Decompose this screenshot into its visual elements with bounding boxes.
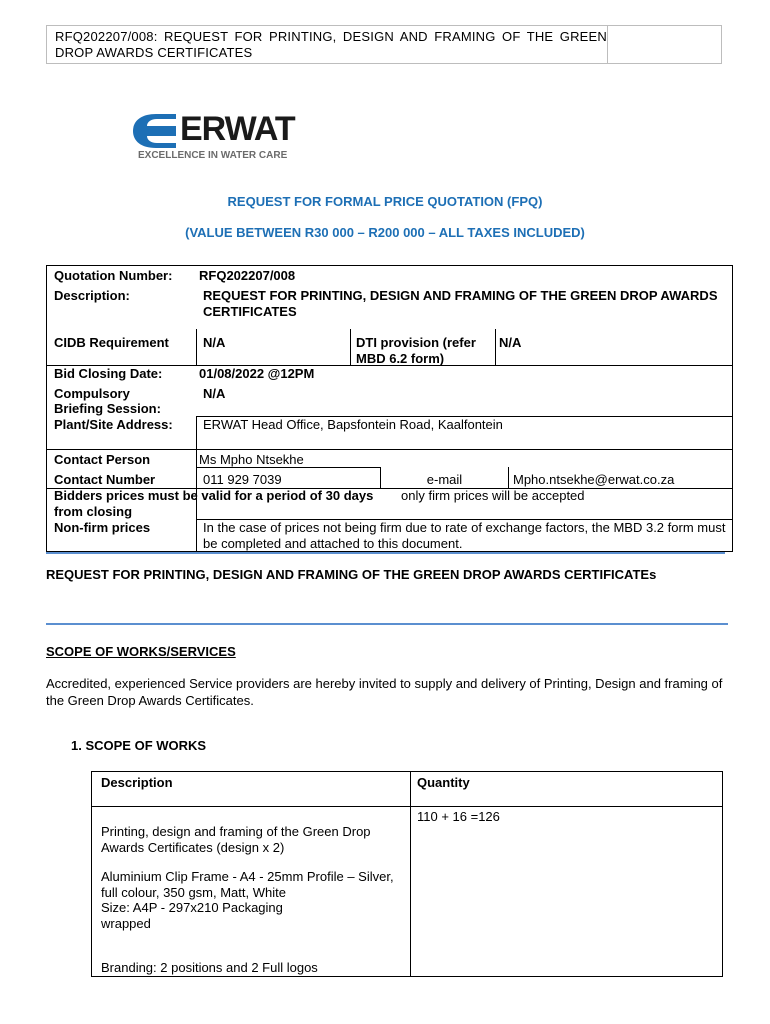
quotation-number-label: Quotation Number: bbox=[54, 268, 173, 283]
dti-value: N/A bbox=[499, 335, 522, 350]
dti-label: DTI provision (refer MBD 6.2 form) bbox=[356, 335, 476, 366]
works-item-printing: Printing, design and framing of the Green Drop Awards Certificates (design x 2) bbox=[101, 824, 371, 855]
works-item-branding: Branding: 2 positions and 2 Full logos bbox=[101, 960, 318, 975]
contact-number-label: Contact Number bbox=[54, 472, 156, 487]
scope-heading: SCOPE OF WORKS/SERVICES bbox=[46, 644, 236, 659]
description-value: REQUEST FOR PRINTING, DESIGN AND FRAMING OF THE GREEN DROP AWARDS CERTIFICATES bbox=[203, 288, 718, 319]
contact-person-value: Ms Mpho Ntsekhe bbox=[199, 452, 304, 467]
section-divider bbox=[46, 552, 725, 554]
cidb-value: N/A bbox=[203, 335, 226, 350]
document-header-title: RFQ202207/008: REQUEST FOR PRINTING, DESIGN AND FRAMING OF THE GREEN DROP AWARDS CERTIFICATES bbox=[55, 29, 607, 60]
section-divider bbox=[46, 623, 728, 625]
scope-of-works-table bbox=[91, 771, 723, 977]
header-divider bbox=[607, 26, 608, 63]
briefing-value: N/A bbox=[203, 386, 226, 401]
erwat-logo-mark-icon bbox=[132, 114, 178, 148]
plant-address-label: Plant/Site Address: bbox=[54, 417, 173, 432]
bid-closing-label: Bid Closing Date: bbox=[54, 366, 163, 381]
logo-wordmark: ERWAT bbox=[180, 110, 295, 148]
works-item-size: Size: A4P - 297x210 Packaging wrapped bbox=[101, 900, 283, 931]
price-validity-value: only firm prices will be accepted bbox=[401, 488, 585, 503]
non-firm-prices-label: Non-firm prices bbox=[54, 520, 151, 535]
works-item-frame: Aluminium Clip Frame - A4 - 25mm Profile – Silver, full colour, 350 gsm, Matt, White bbox=[101, 869, 394, 900]
scope-paragraph: Accredited, experienced Service providers are hereby invited to supply and delivery of Printing, Design and framing of the Green Drop Awards Certificates. bbox=[46, 676, 723, 708]
sub-title: (VALUE BETWEEN R30 000 – R200 000 – ALL TAXES INCLUDED) bbox=[185, 225, 585, 240]
request-title: REQUEST FOR PRINTING, DESIGN AND FRAMING OF THE GREEN DROP AWARDS CERTIFICATEs bbox=[46, 567, 657, 582]
plant-address-value: ERWAT Head Office, Bapsfontein Road, Kaalfontein bbox=[203, 417, 503, 432]
email-value[interactable]: Mpho.ntsekhe@erwat.co.za bbox=[513, 472, 675, 487]
main-title: REQUEST FOR FORMAL PRICE QUOTATION (FPQ) bbox=[227, 194, 543, 209]
bid-closing-value: 01/08/2022 @12PM bbox=[199, 366, 315, 381]
briefing-label: Compulsory Briefing Session: bbox=[54, 386, 161, 416]
quantity-column-header: Quantity bbox=[417, 775, 470, 790]
contact-person-label: Contact Person bbox=[54, 452, 151, 467]
contact-number-value: 011 929 7039 bbox=[203, 472, 282, 487]
quantity-value: 110 + 16 =126 bbox=[417, 809, 500, 824]
email-label: e-mail bbox=[426, 472, 463, 487]
price-validity-label: Bidders prices must be valid for a period of 30 days from closing bbox=[54, 488, 374, 519]
quotation-info-table bbox=[46, 265, 733, 552]
quotation-number-value: RFQ202207/008 bbox=[199, 268, 296, 283]
scope-of-works-heading: 1. SCOPE OF WORKS bbox=[71, 738, 207, 753]
non-firm-prices-value: In the case of prices not being firm due to rate of exchange factors, the MBD 3.2 form must be completed and attached to this document. bbox=[203, 520, 726, 551]
cidb-label: CIDB Requirement bbox=[54, 335, 169, 350]
logo-tagline: EXCELLENCE IN WATER CARE bbox=[138, 150, 288, 161]
description-label: Description: bbox=[54, 288, 130, 303]
document-header-box bbox=[46, 25, 722, 64]
description-column-header: Description bbox=[101, 775, 173, 790]
